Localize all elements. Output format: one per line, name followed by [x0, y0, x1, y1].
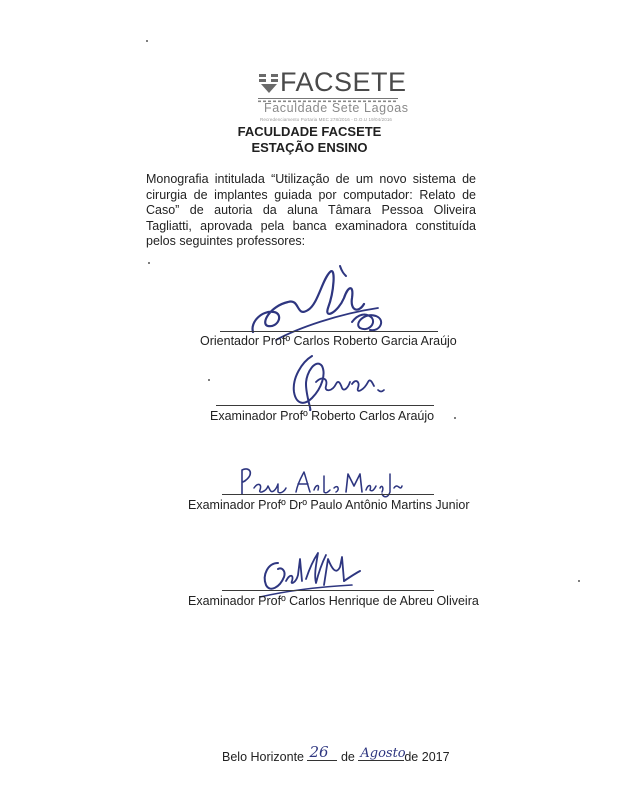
facsete-emblem-icon: [258, 72, 280, 94]
signature-line-examinador-3: [222, 590, 434, 591]
date-line: [222, 743, 450, 764]
signature-label-examinador-2: Examinador Profº Drº Paulo Antônio Martins Junior: [188, 498, 470, 512]
date-day-handwritten: 26: [309, 743, 329, 761]
date-day-field: [307, 743, 337, 761]
signature-label-orientador: Orientador Profº Carlos Roberto Garcia Araújo: [200, 334, 457, 348]
signature-label-examinador-3: Examinador Profº Carlos Henrique de Abreu Oliveira: [188, 594, 479, 608]
signature-orientador: [248, 262, 408, 342]
institution-subtitle: ESTAÇÃO ENSINO: [251, 140, 368, 155]
scan-speck: [208, 379, 210, 381]
signature-line-examinador-1: [216, 405, 434, 406]
signature-line-examinador-2: [222, 494, 434, 495]
institution-title: FACULDADE FACSETE: [237, 124, 382, 139]
date-month-field: [358, 748, 404, 761]
date-connector-1: de: [340, 750, 355, 764]
logo-subtitle: Faculdade Sete Lagoas: [264, 101, 409, 115]
logo-name: FACSETE: [280, 67, 407, 97]
scan-speck: [146, 40, 148, 42]
date-month-handwritten: Agosto: [360, 746, 406, 761]
signature-examinador-2: [236, 462, 406, 502]
scan-speck: [148, 262, 150, 264]
signature-label-examinador-1: Examinador Profº Roberto Carlos Araújo: [210, 409, 435, 423]
signature-line-orientador: [220, 331, 438, 332]
scan-speck: [454, 417, 456, 419]
logo-fine-print: Recredenciamento Portaria MEC 278/2016 - D.O.U 19/04/2016: [260, 117, 393, 122]
facsete-logo: [258, 68, 408, 124]
scan-speck: [578, 580, 580, 582]
date-connector-2: de 2017: [404, 750, 450, 764]
date-city: Belo Horizonte: [222, 750, 304, 764]
approval-paragraph: Monografia intitulada “Utilização de um novo sistema de cirurgia de implantes guiada por computador: Relato de Caso” de autoria da aluna Tâmara Pessoa Oliveira Tagliatti, aprovada pela banca examinadora constituída pelos seguintes professores:: [146, 172, 476, 248]
